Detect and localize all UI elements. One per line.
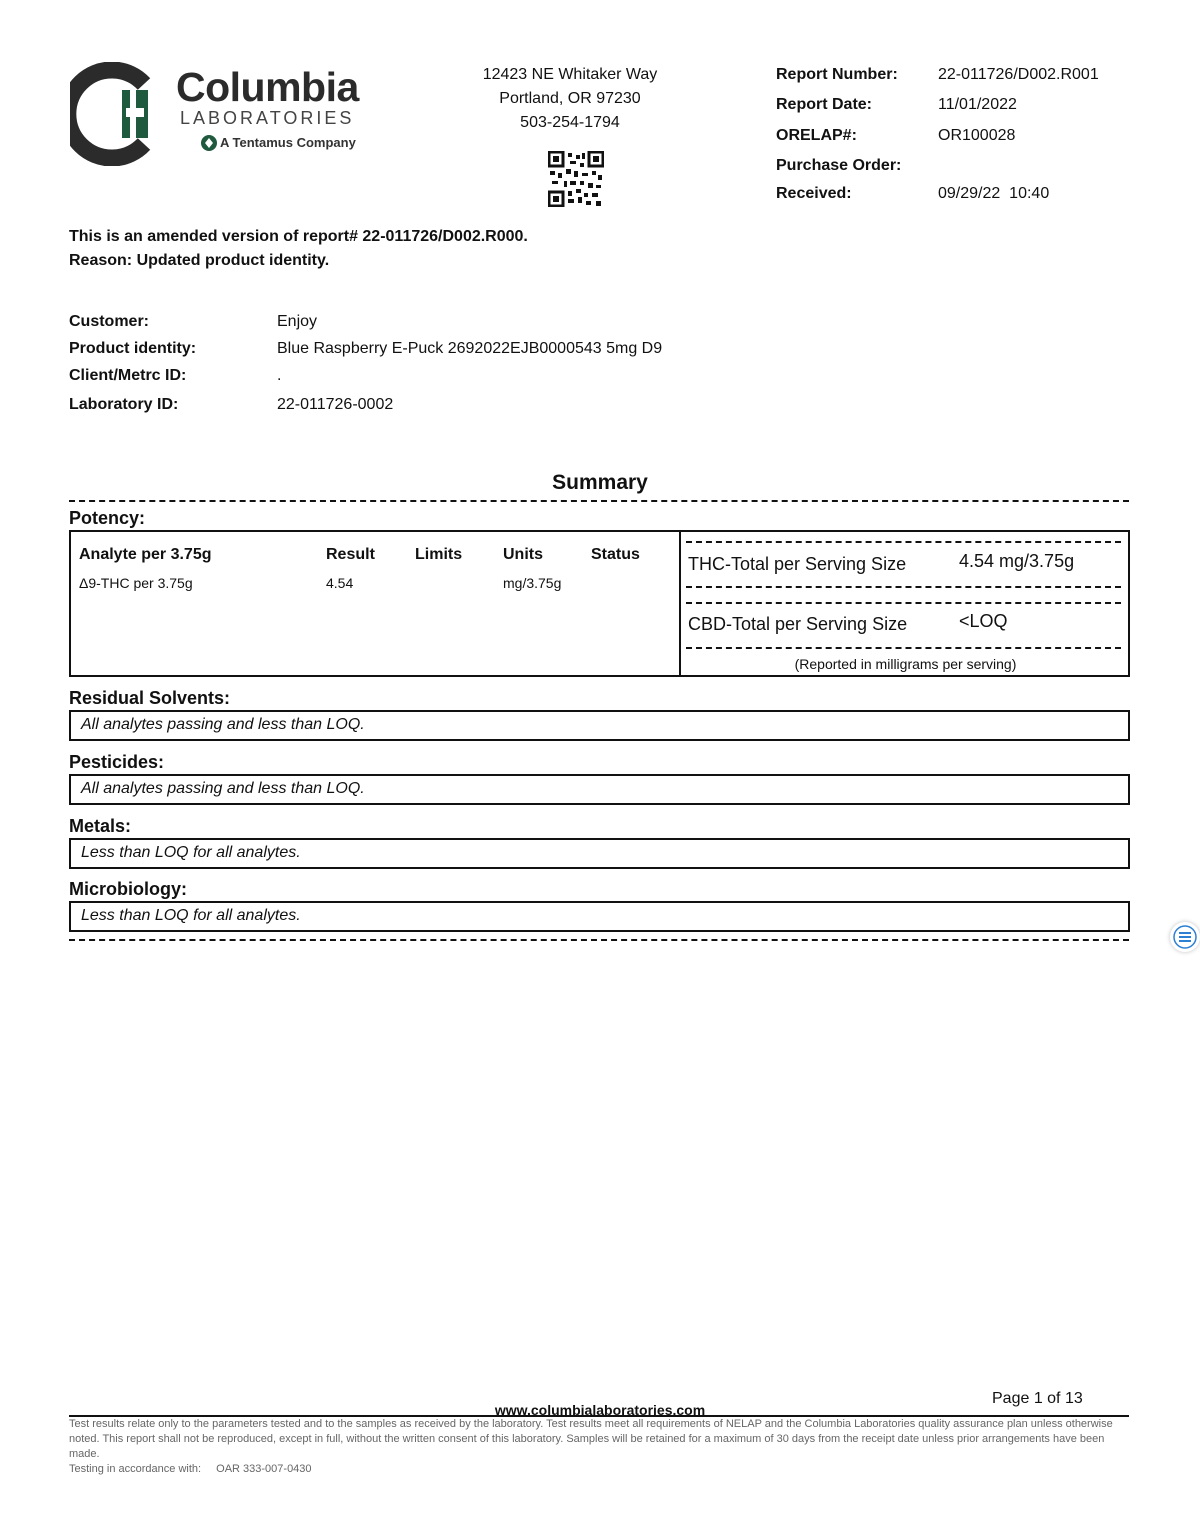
address-phone: 503-254-1794 [520,114,620,131]
purchase-order-label: Purchase Order: [776,157,902,174]
cbd-top-dash [686,602,1121,604]
report-date-label: Report Date: [776,96,873,113]
tentamus-icon [200,134,218,152]
footer-disclaimer [69,1417,1129,1477]
report-number-label: Report Number: [776,66,898,83]
residual-solvents-label: Residual Solvents: [69,688,231,708]
received-date: 09/29/22 10:40 [938,185,1050,202]
amendment-notice: This is an amended version of report# 22-011726/D002.R000. [69,228,528,245]
report-number: 22-011726/D002.R001 [938,66,1099,83]
testing-value: OAR 333-007-0430 [216,1463,312,1475]
pesticides-box [69,774,1130,805]
logo-tagline: A Tentamus Company [220,135,356,150]
potency-label: Potency: [69,508,146,528]
orelap-number: OR100028 [938,127,1016,144]
header-status: Status [591,546,640,563]
pesticides-result: All analytes passing and less than LOQ. [81,780,365,797]
thc-total-label: THC-Total per Serving Size [688,554,907,574]
company-logo [70,62,390,172]
page-number: Page 1 of 13 [992,1390,1083,1407]
customer-label: Customer: [69,313,150,330]
client-metrc-label: Client/Metrc ID: [69,367,187,384]
analyte-name: Δ9-THC per 3.75g [79,575,193,591]
thc-total-value: 4.54 mg/3.75g [959,551,1075,571]
pesticides-label: Pesticides: [69,752,165,772]
residual-solvents-box [69,710,1130,741]
cbd-bottom-dash [686,647,1121,649]
cbd-total-label: CBD-Total per Serving Size [688,614,908,634]
potency-box [69,530,1130,677]
list-menu-icon [1170,922,1200,952]
address-city: Portland, OR 97230 [499,90,641,107]
address-street: 12423 NE Whitaker Way [482,66,658,83]
summary-end-divider [69,939,1129,941]
product-identity-value: Blue Raspberry E-Puck 2692022EJB0000543 5mg D9 [277,340,663,357]
product-identity-label: Product identity: [69,340,197,357]
serving-note: (Reported in milligrams per serving) [794,656,1017,672]
microbiology-result: Less than LOQ for all analytes. [81,907,301,924]
metals-result: Less than LOQ for all analytes. [81,844,301,861]
summary-title: Summary [552,471,648,494]
analyte-units: mg/3.75g [503,575,562,591]
microbiology-box [69,901,1130,932]
thc-bottom-dash [686,586,1121,588]
cbd-total-value: <LOQ [959,611,1008,631]
side-panel-button[interactable] [1170,922,1200,952]
microbiology-label: Microbiology: [69,879,187,899]
metals-label: Metals: [69,816,132,836]
header-limits: Limits [415,546,463,563]
report-date: 11/01/2022 [938,96,1017,113]
thc-top-dash [686,541,1121,543]
testing-label: Testing in accordance with: [69,1463,202,1475]
header-result: Result [326,546,375,563]
disclaimer-text: Test results relate only to the parameters tested and to the samples as received by the laboratory. Test results meet all requirements of NELAP and the Columbia Laboratories quality assurance plan unless otherwise noted. This report shall not be reproduced, except in full, without the written consent of this laboratory. Samples will be retained for a maximum of 30 days from the receipt date unless prior arrangements have been made. [69,1418,1113,1460]
residual-solvents-result: All analytes passing and less than LOQ. [81,716,365,733]
header-analyte: Analyte per 3.75g [79,546,212,563]
footer-website-link[interactable]: www.columbialaboratories.com [494,1402,706,1418]
laboratory-id-value: 22-011726-0002 [277,396,394,413]
client-metrc-value: . [277,367,282,384]
orelap-label: ORELAP#: [776,127,857,144]
amendment-reason: Reason: Updated product identity. [69,252,330,269]
analyte-result: 4.54 [326,575,354,591]
metals-box [69,838,1130,869]
header-units: Units [503,546,543,563]
laboratory-id-label: Laboratory ID: [69,396,179,413]
potency-column-divider [679,532,681,675]
columbia-logo-mark-icon [70,62,170,166]
logo-subtitle: LABORATORIES [180,108,355,128]
logo-name: Columbia [176,64,359,110]
customer-value: Enjoy [277,313,318,330]
qr-code-icon[interactable] [548,151,604,207]
summary-divider [69,500,1129,502]
received-label: Received: [776,185,852,202]
